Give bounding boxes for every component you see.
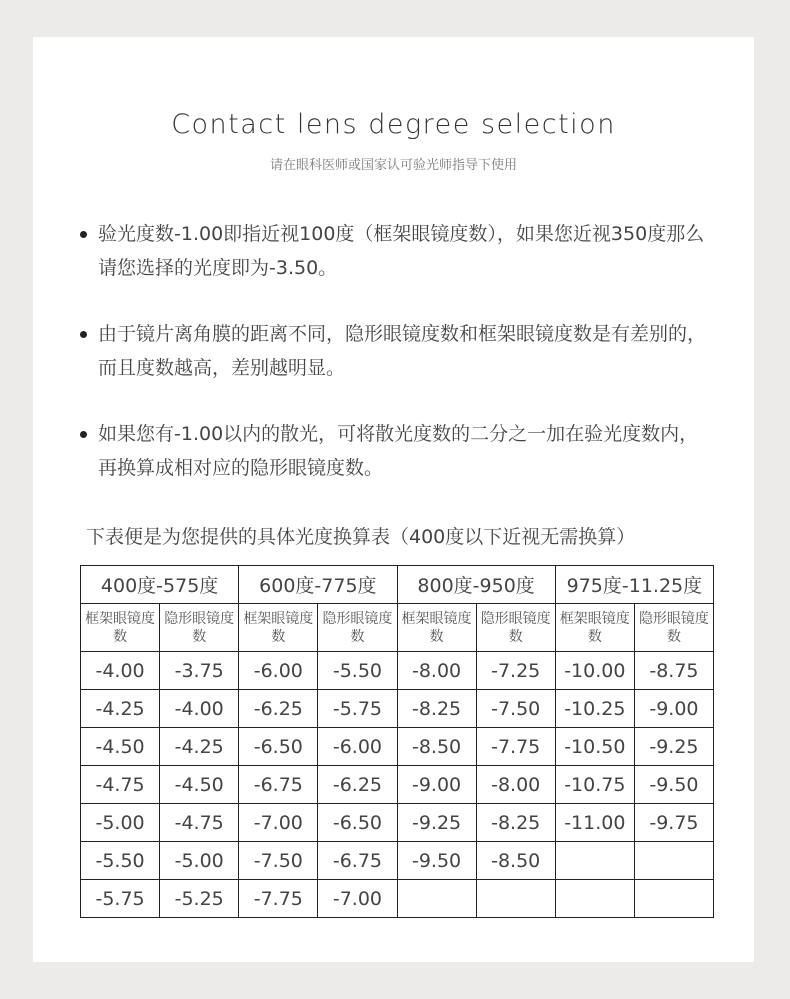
bullet-item [80,217,710,285]
bullet-dot-icon [80,431,87,438]
table-cell: -9.00 [634,690,713,728]
content-card [33,37,754,962]
table-cell: -7.25 [476,652,555,690]
table-cell: -10.25 [555,690,634,728]
table-cell: -3.75 [160,652,239,690]
table-row [81,690,714,728]
table-cell: -5.75 [318,690,397,728]
column-header: 隐形眼镜度数 [318,604,397,652]
table-cell: -10.75 [555,766,634,804]
table-cell: -9.75 [634,804,713,842]
column-header: 框架眼镜度数 [555,604,634,652]
table-cell: -4.00 [160,690,239,728]
column-header: 隐形眼镜度数 [476,604,555,652]
table-cell: -8.50 [476,842,555,880]
table-note: 下表便是为您提供的具体光度换算表（400度以下近视无需换算） [86,526,636,548]
table-cell: -6.75 [239,766,318,804]
table-cell: -9.25 [634,728,713,766]
table-row [81,804,714,842]
table-cell: -8.50 [397,728,476,766]
table-cell: -7.50 [476,690,555,728]
range-header: 400度-575度 [81,566,239,604]
table-cell [397,880,476,918]
bullet-text: 验光度数-1.00即指近视100度（框架眼镜度数），如果您近视350度那么请您选择的光度即为-3.50。 [98,223,705,279]
table-cell: -6.50 [239,728,318,766]
column-header: 框架眼镜度数 [239,604,318,652]
table-row [81,728,714,766]
table-cell: -4.25 [160,728,239,766]
column-header: 隐形眼镜度数 [160,604,239,652]
table-cell: -5.75 [81,880,160,918]
table-row [81,652,714,690]
column-header: 框架眼镜度数 [397,604,476,652]
table-cell: -7.00 [239,804,318,842]
bullet-item [80,317,710,385]
table-cell: -6.25 [239,690,318,728]
table-cell: -10.50 [555,728,634,766]
table-cell: -5.00 [160,842,239,880]
table-cell: -4.75 [81,766,160,804]
table-row [81,842,714,880]
table-cell: -7.50 [239,842,318,880]
table-cell [555,842,634,880]
table-cell: -4.75 [160,804,239,842]
table-cell: -9.25 [397,804,476,842]
table-cell: -4.50 [81,728,160,766]
table-cell: -8.75 [634,652,713,690]
table-cell: -6.00 [239,652,318,690]
table-cell: -9.00 [397,766,476,804]
bullet-text: 由于镜片离角膜的距离不同，隐形眼镜度数和框架眼镜度数是有差别的，而且度数越高，差别越明显。 [98,323,707,379]
bullet-dot-icon [80,331,87,338]
table-cell: -7.75 [239,880,318,918]
table-cell: -4.00 [81,652,160,690]
table-row [81,880,714,918]
table-cell: -9.50 [634,766,713,804]
table-cell: -8.00 [397,652,476,690]
range-header: 975度-11.25度 [555,566,713,604]
page-subtitle: 请在眼科医师或国家认可验光师指导下使用 [269,158,517,173]
column-header: 隐形眼镜度数 [634,604,713,652]
table-cell: -6.50 [318,804,397,842]
bullet-list [80,217,710,517]
page-title: Contact lens degree selection [171,109,616,140]
table-cell: -4.25 [81,690,160,728]
table-cell: -8.00 [476,766,555,804]
range-header-row [81,566,714,604]
table-cell [476,880,555,918]
table-cell: -8.25 [476,804,555,842]
bullet-dot-icon [80,231,87,238]
table-cell: -5.25 [160,880,239,918]
table-cell: -6.75 [318,842,397,880]
table-cell [634,842,713,880]
range-header: 800度-950度 [397,566,555,604]
table-cell: -5.50 [318,652,397,690]
table-cell: -11.00 [555,804,634,842]
table-cell: -5.00 [81,804,160,842]
table-cell: -7.00 [318,880,397,918]
conversion-table [80,565,714,918]
table-cell: -6.00 [318,728,397,766]
bullet-item [80,417,710,485]
column-header-row [81,604,714,652]
table-cell: -5.50 [81,842,160,880]
table-cell: -8.25 [397,690,476,728]
table-cell [555,880,634,918]
table-row [81,766,714,804]
table-cell [634,880,713,918]
table-cell: -9.50 [397,842,476,880]
table-cell: -7.75 [476,728,555,766]
table-cell: -10.00 [555,652,634,690]
table-cell: -4.50 [160,766,239,804]
bullet-text: 如果您有-1.00以内的散光，可将散光度数的二分之一加在验光度数内，再换算成相对应的隐形眼镜度数。 [98,423,699,479]
table-cell: -6.25 [318,766,397,804]
range-header: 600度-775度 [239,566,397,604]
column-header: 框架眼镜度数 [81,604,160,652]
